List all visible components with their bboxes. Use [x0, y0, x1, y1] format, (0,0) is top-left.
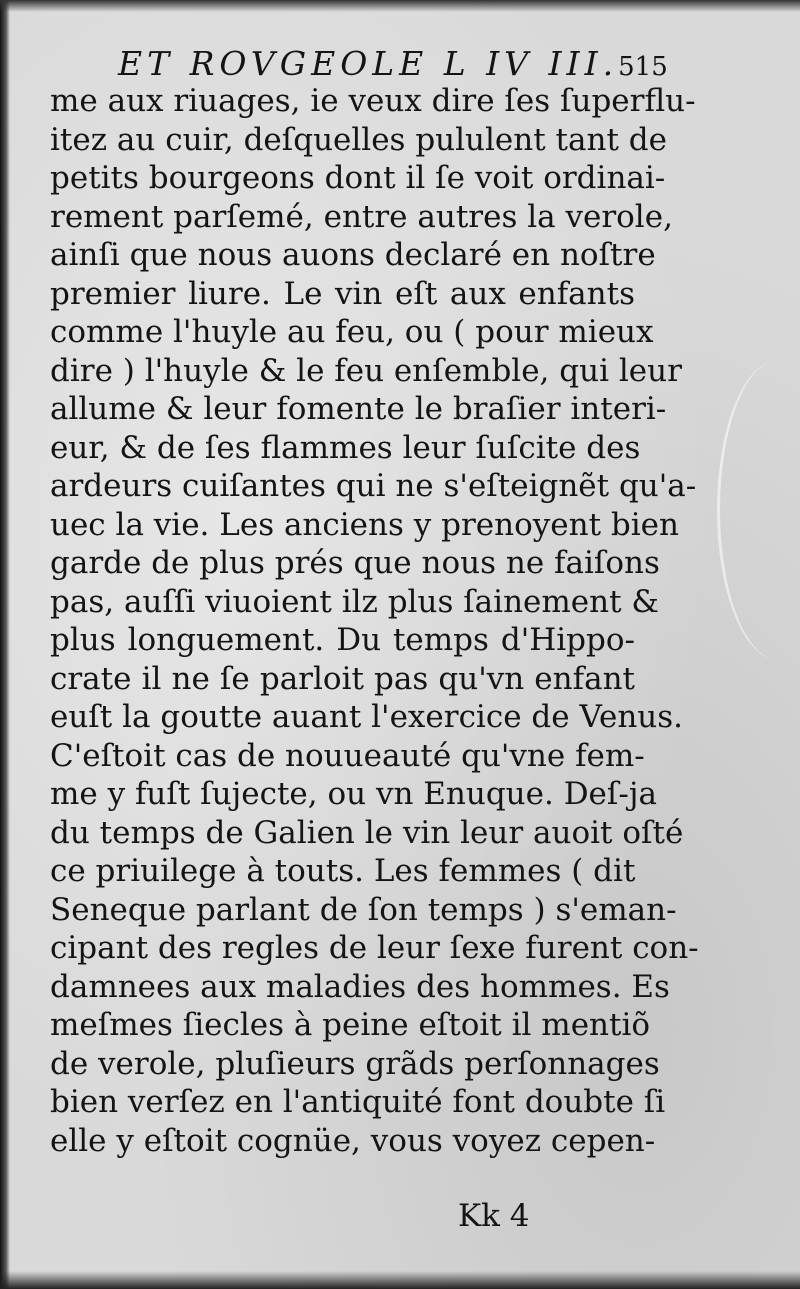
text-line: pas, auſſi viuoient ilz plus ſainement &: [50, 583, 659, 620]
signature-mark: Kk 4: [458, 1198, 530, 1234]
text-line: eur, & de ſes flammes leur ſuſcite des: [50, 429, 641, 466]
text-line: C'eſtoit cas de nouueauté qu'vne fem-: [50, 737, 645, 774]
text-line: bien verſez en l'antiquité font doubte ſi: [50, 1084, 666, 1120]
text-line: itez au cuir, deſquelles pululent tant de: [50, 121, 667, 158]
text-line: dire ) l'huyle & le feu enſemble, qui leur: [50, 352, 682, 389]
text-line: me y fuſt ſujecte, ou vn Enuque. Deſ-ja: [50, 776, 657, 812]
text-line: uec la vie. Les anciens y prenoyent bien: [50, 506, 679, 543]
body-text: [50, 82, 699, 1160]
text-line: ce priuilege à touts. Les femmes ( dit: [50, 853, 636, 889]
running-head: [118, 44, 668, 83]
text-line: ainſi que nous auons declaré en noſtre: [50, 237, 656, 273]
text-line: allume & leur fomente le braſier interi-: [50, 391, 667, 427]
text-line: elle y eſtoit cognüe, vous voyez cepen-: [50, 1122, 656, 1159]
text-line: de verole, pluſieurs grãds perſonnages: [50, 1045, 660, 1082]
text-line: comme l'huyle au feu, ou ( pour mieux: [50, 314, 654, 350]
text-line: damnees aux maladies des hommes. Es: [50, 968, 670, 1005]
text-line: garde de plus prés que nous ne faiſons: [50, 545, 660, 581]
text-line: premier liure. Le vin eſt aux enfants: [50, 275, 635, 312]
text-line: crate il ne ſe parloit pas qu'vn enfant: [50, 660, 635, 697]
text-line: ardeurs cuiſantes qui ne s'eſteignẽt qu'a-: [50, 468, 697, 504]
text-line: rement parſemé, entre autres la verole,: [50, 198, 673, 235]
text-line: me aux riuages, ie veux dire ſes ſuperflu-: [50, 83, 696, 119]
text-line: plus longuement. Du temps d'Hippo-: [50, 622, 635, 658]
running-head-title: ET ROVGEOLE L IV III.: [118, 44, 619, 83]
page-binding-shadow: [0, 0, 10, 1289]
paper-stain: [717, 360, 800, 660]
text-line: meſmes ſiecles à peine eſtoit il mentiõ: [50, 1007, 651, 1043]
text-line: Seneque parlant de ſon temps ) s'eman-: [50, 891, 677, 928]
text-line: petits bourgeons dont il ſe voit ordinai-: [50, 160, 666, 196]
text-line: cipant des regles de leur ſexe furent con-: [50, 930, 699, 966]
text-line: du temps de Galien le vin leur auoit oſté: [50, 814, 684, 851]
page-top-shadow: [0, 0, 800, 12]
text-line: euſt la goutte auant l'exercice de Venus.: [50, 699, 684, 735]
page-bottom-shadow: [0, 1271, 800, 1289]
page-number: 515: [618, 52, 668, 82]
